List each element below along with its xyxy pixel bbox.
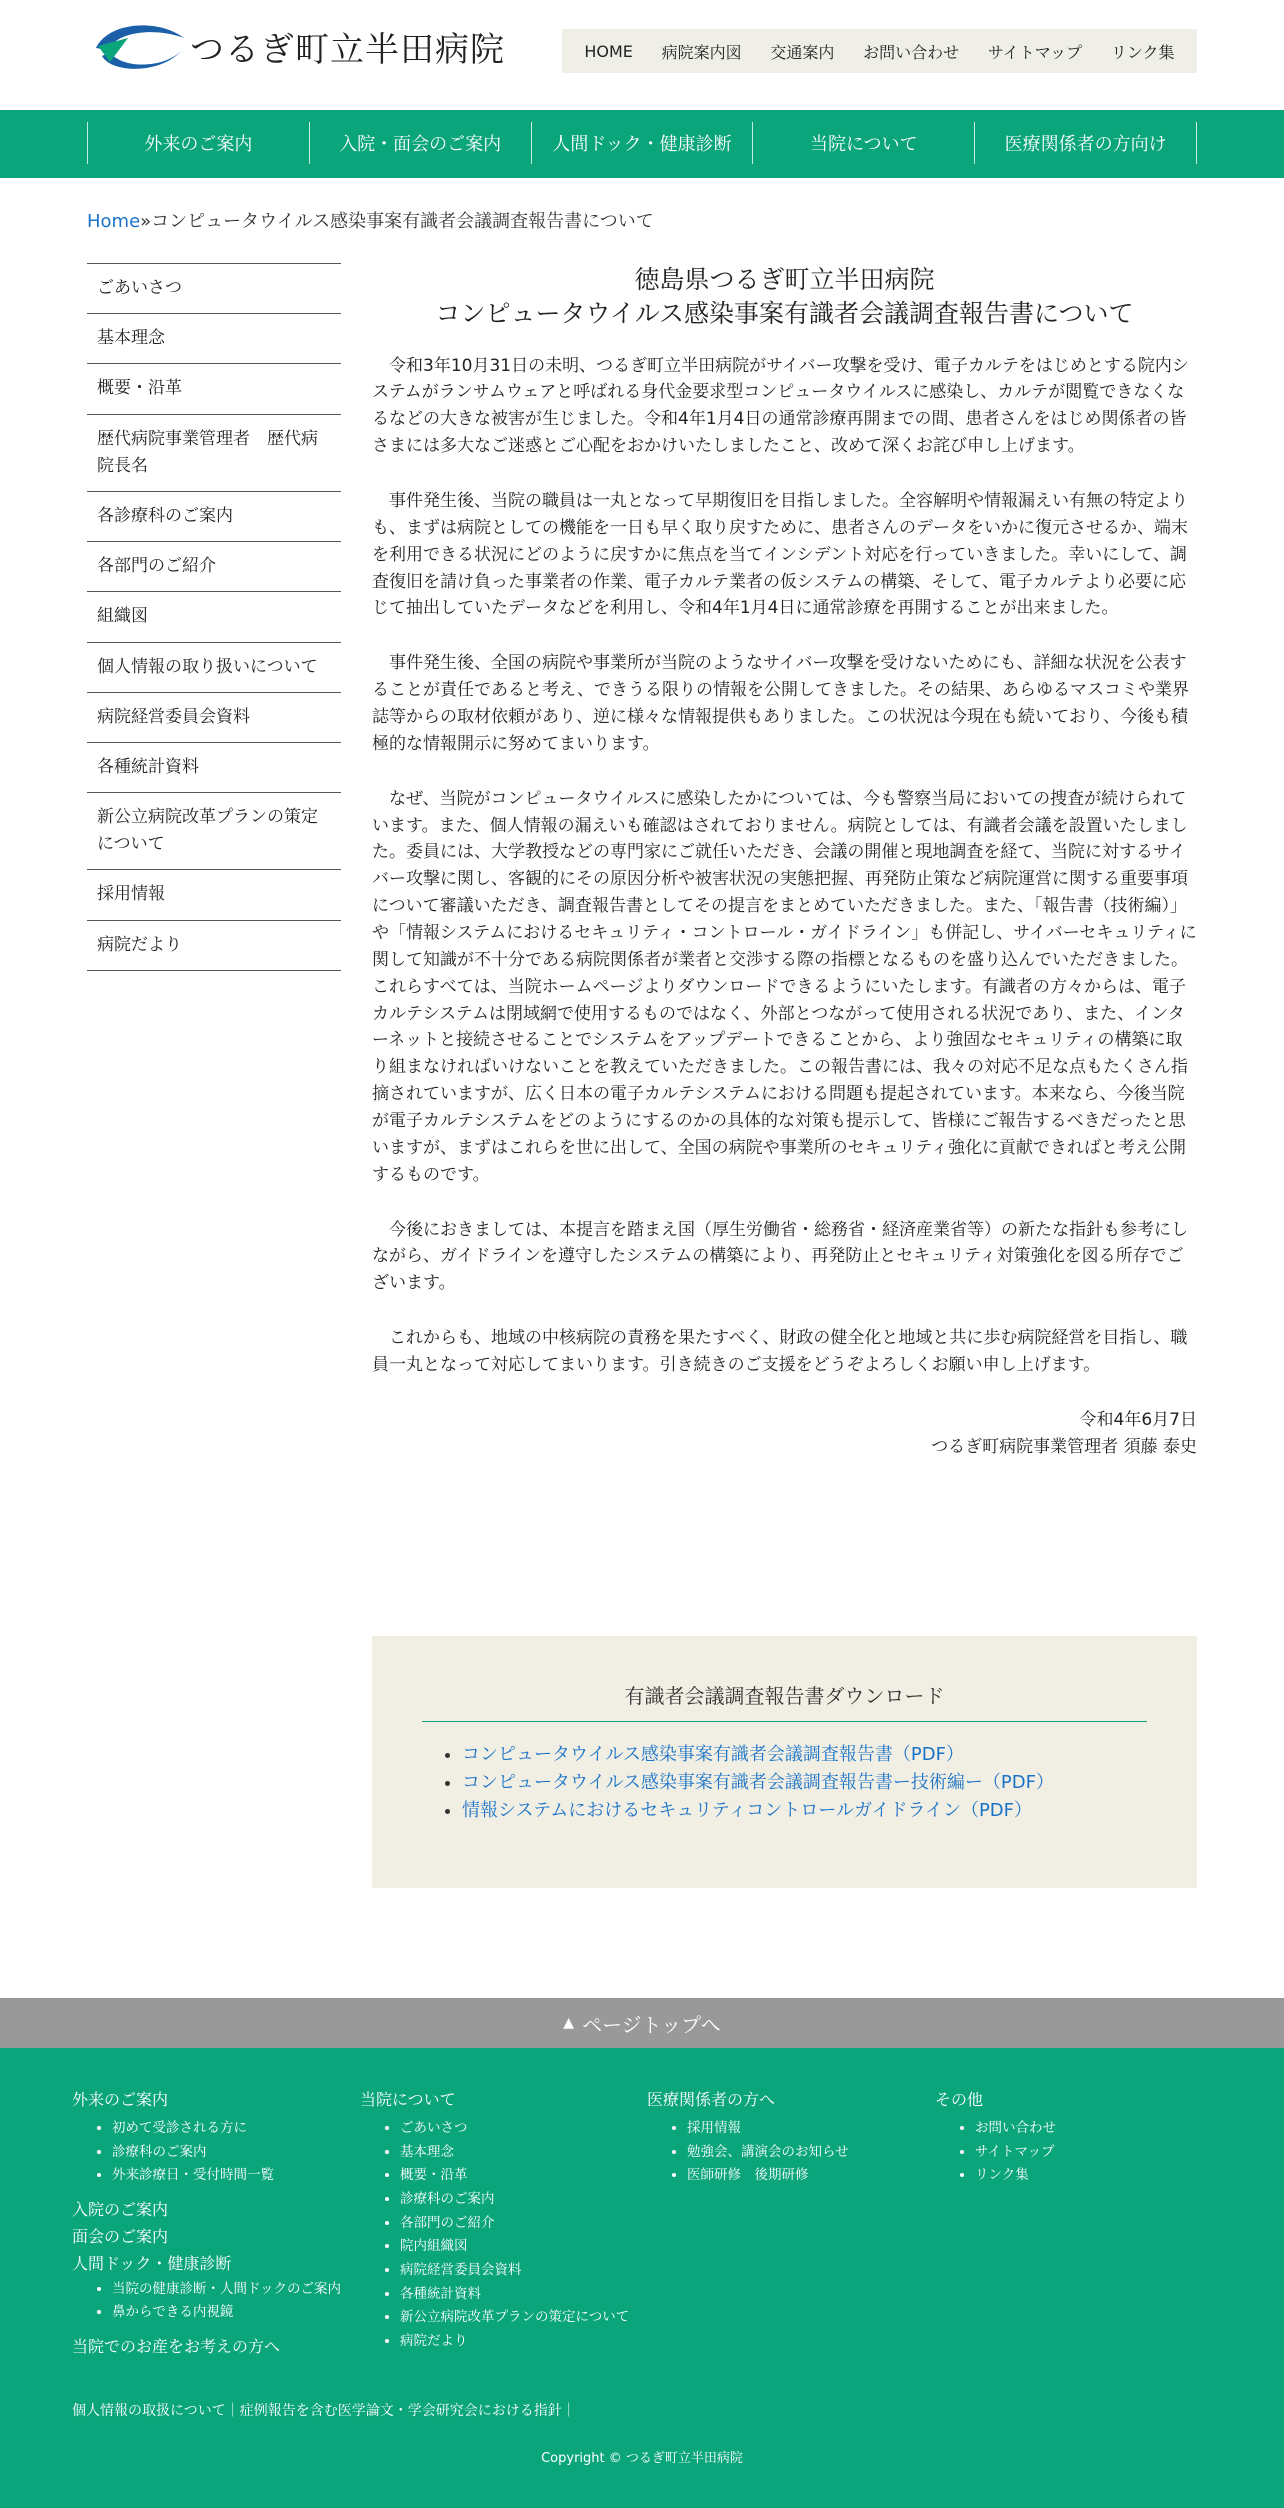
mainnav-about[interactable]: 当院について xyxy=(753,122,975,164)
top-nav xyxy=(562,29,1197,73)
footer-bottom-links[interactable]: 個人情報の取扱について｜症例報告を含む医学論文・学会研究会における指針｜ xyxy=(72,2403,576,2419)
footer-link[interactable]: • 採用情報 xyxy=(687,2117,917,2141)
footer-link[interactable]: • 病院経営委員会資料 xyxy=(400,2259,630,2283)
sidebar-item-philosophy[interactable]: 基本理念 xyxy=(87,314,341,364)
site-header xyxy=(0,0,1284,110)
page-title-line2: コンピュータウイルス感染事案有識者会議調査報告書について xyxy=(435,298,1134,328)
sidebar-item-management-committee[interactable]: 病院経営委員会資料 xyxy=(87,693,341,743)
paragraph-future: 今後におきましては、本提言を踏まえ国（厚生労働省・総務省・経済産業省等）の新たな指針も参考にしながら、ガイドラインを遵守したシステムの構築により、再発防止とセキュリティ対策強化を図る所存でございます。 xyxy=(372,1219,1188,1294)
topnav-sitemap[interactable]: サイトマップ xyxy=(987,42,1083,62)
mainnav-checkup[interactable]: 人間ドック・健康診断 xyxy=(532,122,754,164)
download-link-report[interactable]: コンピュータウイルス感染事案有識者会議調査報告書（PDF） xyxy=(462,1744,964,1765)
footer-link[interactable]: • 新公立病院改革プランの策定について xyxy=(400,2306,630,2330)
download-item xyxy=(462,1769,1054,1797)
signature-date: 令和4年6月7日 xyxy=(1079,1409,1197,1430)
sidebar-item-history[interactable]: 概要・沿革 xyxy=(87,364,341,414)
footer-link[interactable]: • 各部門のご紹介 xyxy=(400,2212,630,2236)
sidebar-item-past-directors[interactable]: 歴代病院事業管理者 歴代病院長名 xyxy=(87,415,341,492)
footer-link[interactable]: • お問い合わせ xyxy=(975,2117,1205,2141)
mainnav-medical-staff[interactable]: 医療関係者の方向け xyxy=(975,122,1197,164)
hospital-logo[interactable] xyxy=(88,16,505,76)
copyright: Copyright © つるぎ町立半田病院 xyxy=(541,2451,743,2466)
topnav-access[interactable]: 交通案内 xyxy=(770,42,835,62)
page-top-label: ページトップへ xyxy=(582,2012,721,2037)
download-box xyxy=(372,1636,1197,1888)
sidebar-item-reform-plan[interactable]: 新公立病院改革プランの策定について xyxy=(87,793,341,870)
footer-col-outpatient xyxy=(72,2086,342,2360)
footer-link[interactable]: • 医師研修 後期研修 xyxy=(687,2164,917,2188)
sidebar-item-recruitment[interactable]: 採用情報 xyxy=(87,870,341,920)
download-link-guideline[interactable]: 情報システムにおけるセキュリティコントロールガイドライン（PDF） xyxy=(462,1799,1033,1821)
footer-heading-maternity[interactable]: 当院でのお産をお考えの方へ xyxy=(72,2336,281,2356)
main-content xyxy=(372,263,1197,1461)
page-top-button[interactable] xyxy=(0,1998,1284,2048)
logo-mark-icon xyxy=(88,16,188,76)
download-link-technical[interactable]: コンピュータウイルス感染事案有識者会議調査報告書ー技術編ー（PDF） xyxy=(462,1771,1054,1793)
footer-link[interactable]: • 概要・沿革 xyxy=(400,2164,630,2188)
breadcrumb xyxy=(87,207,654,233)
topnav-contact[interactable]: お問い合わせ xyxy=(863,42,960,62)
sidebar-item-privacy[interactable]: 個人情報の取り扱いについて xyxy=(87,643,341,693)
download-item xyxy=(462,1741,1054,1769)
footer-heading-visiting[interactable]: 面会のご案内 xyxy=(72,2227,169,2247)
footer-link[interactable]: • ごあいさつ xyxy=(400,2117,630,2141)
sidebar-item-newsletter[interactable]: 病院だより xyxy=(87,921,341,971)
footer-link[interactable]: • 基本理念 xyxy=(400,2141,630,2165)
footer-heading-medical[interactable]: 医療関係者の方へ xyxy=(647,2090,776,2109)
footer-heading-other: その他 xyxy=(935,2090,984,2109)
topnav-hospital-map[interactable]: 病院案内図 xyxy=(661,42,742,62)
breadcrumb-home[interactable]: Home xyxy=(87,211,141,232)
download-title: 有識者会議調査報告書ダウンロード xyxy=(422,1680,1147,1722)
download-item xyxy=(462,1797,1054,1825)
footer-link[interactable]: • 各種統計資料 xyxy=(400,2283,630,2307)
sidebar-item-departments[interactable]: 各診療科のご案内 xyxy=(87,492,341,542)
footer-link[interactable]: • 診療科のご案内 xyxy=(400,2188,630,2212)
mainnav-outpatient[interactable]: 外来のご案内 xyxy=(88,122,310,164)
footer-heading-outpatient[interactable]: 外来のご案内 xyxy=(72,2090,169,2109)
sidebar-item-divisions[interactable]: 各部門のご紹介 xyxy=(87,542,341,592)
footer-link[interactable]: • 院内組織図 xyxy=(400,2235,630,2259)
footer-link[interactable]: • リンク集 xyxy=(975,2164,1205,2188)
mainnav-inpatient[interactable]: 入院・面会のご案内 xyxy=(310,122,532,164)
sidebar-item-greeting[interactable]: ごあいさつ xyxy=(87,264,341,314)
main-nav xyxy=(0,110,1284,178)
signature-name: つるぎ町病院事業管理者 須藤 泰史 xyxy=(931,1437,1197,1458)
footer-link[interactable]: • 診療科のご案内 xyxy=(112,2141,342,2165)
footer-link[interactable]: • サイトマップ xyxy=(975,2141,1205,2165)
sidebar-item-org-chart[interactable]: 組織図 xyxy=(87,592,341,642)
footer-heading-about[interactable]: 当院について xyxy=(360,2090,456,2109)
topnav-links[interactable]: リンク集 xyxy=(1110,42,1175,62)
sidebar-item-statistics[interactable]: 各種統計資料 xyxy=(87,743,341,793)
footer-col-about xyxy=(360,2086,630,2361)
logo-text: つるぎ町立半田病院 xyxy=(190,29,505,70)
footer-link[interactable]: • 外来診療日・受付時間一覧 xyxy=(112,2164,342,2188)
footer-link[interactable]: • 当院の健康診断・人間ドックのご案内 xyxy=(112,2278,382,2302)
sidebar xyxy=(87,263,341,971)
footer-heading-checkup[interactable]: 人間ドック・健康診断 xyxy=(72,2254,232,2274)
footer-col-other xyxy=(935,2086,1205,2196)
page-title-line1: 徳島県つるぎ町立半田病院 xyxy=(634,265,935,294)
footer-heading-inpatient[interactable]: 入院のご案内 xyxy=(72,2200,169,2220)
footer-link[interactable]: • 鼻からできる内視鏡 xyxy=(112,2301,382,2325)
breadcrumb-separator: » xyxy=(140,211,152,232)
paragraph-incident: 令和3年10月31日の未明、つるぎ町立半田病院がサイバー攻撃を受け、電子カルテをはじめとする院内システムがランサムウェアと呼ばれる身代金要求型コンピュータウイルスに感染し、カルテが閲覧できなくなるなどの大きな被害が生じました。令和4年1月4日の通常診療再開までの間、患者さんをはじめ関係者の皆さまには多大なご迷惑とご心配をおかけいたしましたこと、改めて深くお詫び申し上げます。 xyxy=(372,355,1189,457)
footer-col-medical xyxy=(647,2086,917,2196)
paragraph-report: なぜ、当院がコンピュータウイルスに感染したかについては、今も警察当局においての捜査が続けられています。また、個人情報の漏えいも確認はされておりません。病院としては、有識者会議を設置いたしました。委員には、大学教授などの専門家にご就任いただき、会議の開催と現地調査を経て、当院に対するサイバー攻撃に関し、客観的にその原因分析や被害状況の実態把握、再発防止策など病院運営に関する重要事項について審議いただき、調査報告書としてその提言をまとめていただきました。また、「報告書（技術編）」や「情報システムにおけるセキュリティ・コントロール・ガイドライン」も併記し、サイバーセキュリティに関して知識が不十分である病院関係者が業者と交渉する際の指標となるものを盛り込んでいただきました。これらすべては、当院ホームページよりダウンロードできるようにいたします。有識者の方々からは、電子カルテシステムは閉域網で使用するものではなく、外部とつながって使用される状況であり、また、インターネットと接続させることでシステムをアップデートできることから、より強固なセキュリティの構築に取り組まなければいけないことを教えていただきました。この報告書には、我々の対応不足な点もたくさん指摘されていますが、広く日本の電子カルテシステムにおける問題も提起されています。本来なら、今後当院が電子カルテシステムをどのようにするのかの具体的な対策も提示して、皆様にご報告するべきだったと思いますが、まずはこれらを世に出して、全国の病院や事業所のセキュリティ強化に貢献できればと考え公開するものです。 xyxy=(372,788,1197,1185)
topnav-home[interactable]: HOME xyxy=(584,41,633,61)
footer-link[interactable]: • 勉強会、講演会のお知らせ xyxy=(687,2141,917,2165)
download-list xyxy=(462,1741,1054,1825)
breadcrumb-current: コンピュータウイルス感染事案有識者会議調査報告書について xyxy=(151,211,654,232)
footer-link[interactable]: • 病院だより xyxy=(400,2330,630,2354)
chevron-up-icon: ▲ xyxy=(563,2015,575,2031)
site-footer xyxy=(0,2048,1284,2508)
paragraph-recovery: 事件発生後、当院の職員は一丸となって早期復旧を目指しました。全容解明や情報漏えい有無の特定よりも、まずは病院としての機能を一日も早く取り戻すために、患者さんのデータをいかに復元させるか、端末を利用できる状況にどのように戻すかに焦点を当てインシデント対応を行っていきました。幸いにして、調査復旧を請け負った事業者の作業、電子カルテ業者の仮システムの構築、そして、電子カルテより必要に応じて抽出していたデータなどを利用し、令和4年1月4日に通常診療を再開することが出来ました。 xyxy=(372,490,1188,619)
paragraph-closing: これからも、地域の中核病院の責務を果たすべく、財政の健全化と地域と共に歩む病院経営を目指し、職員一丸となって対応してまいります。引き続きのご支援をどうぞよろしくお願い申し上げます。 xyxy=(372,1328,1188,1375)
paragraph-disclosure: 事件発生後、全国の病院や事業所が当院のようなサイバー攻撃を受けないためにも、詳細な状況を公表することが責任であると考え、できうる限りの情報を公開してきました。その結果、あらゆるマスコミや業界誌等からの取材依頼があり、逆に様々な情報提供もありました。この状況は今現在も続いており、今後も積極的な情報開示に努めてまいります。 xyxy=(372,653,1190,754)
footer-link[interactable]: • 初めて受診される方に xyxy=(112,2117,342,2141)
signature xyxy=(372,1407,1197,1461)
page-title xyxy=(372,263,1197,331)
